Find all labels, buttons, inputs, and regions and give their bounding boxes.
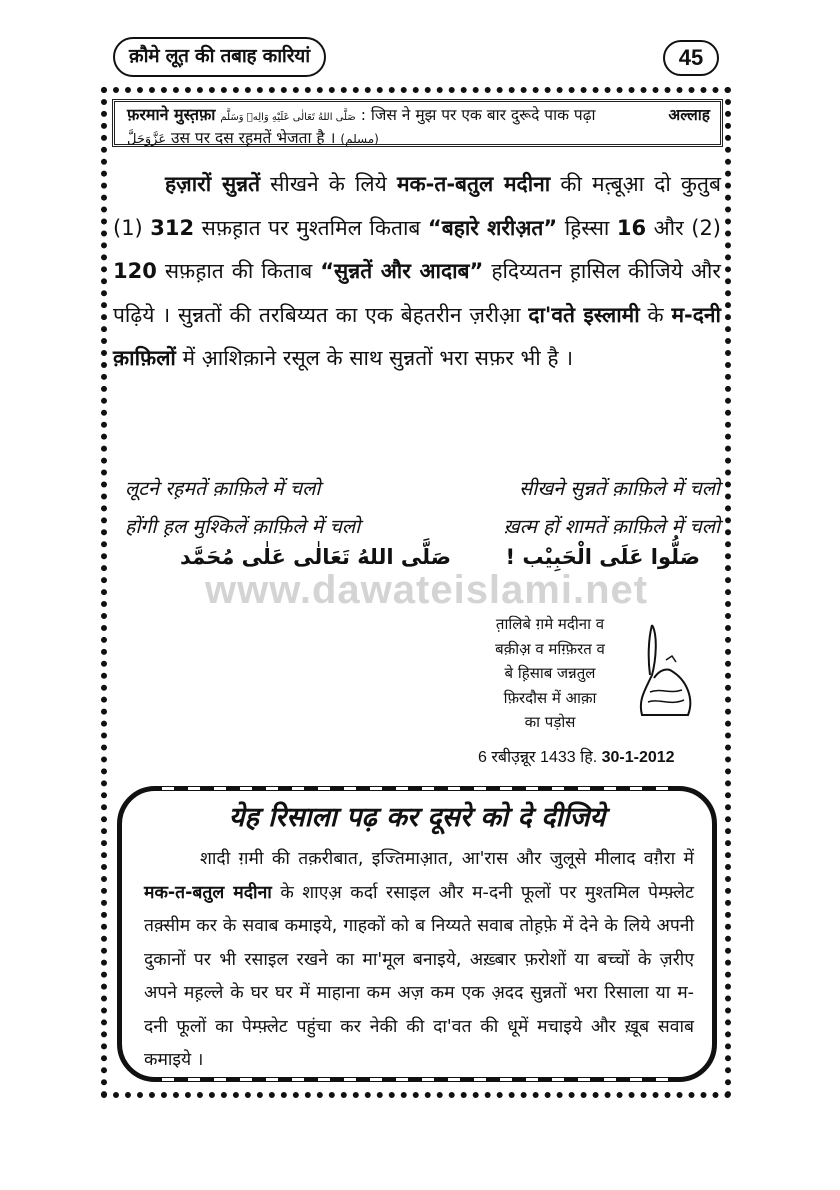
durood-left: صَلَّى اللهُ تَعَالٰى عَلٰى مُحَمَّد: [180, 545, 452, 569]
azza-wajal: عَزَّوَجَلَّ: [127, 132, 167, 147]
poem-verse: होंगी ह़ल मुश्किलें क़ाफ़िले में चलो: [125, 515, 361, 538]
book-title-sunnaten-aur-adab: “सुन्नतें और आदाब”: [320, 259, 484, 283]
date-gregorian: 30-1-2012: [601, 749, 675, 766]
notice-title: येह रिसाला पढ़ कर दूसरे को दे दीजिये: [228, 802, 606, 833]
text-bold: 120: [113, 259, 157, 283]
text: सफ़ह़ात पर मुश्तमिल किताब: [194, 215, 428, 240]
text: और (2): [646, 215, 721, 240]
poem-verse: ख़त्म हों शामतें क़ाफ़िले में चलो: [503, 515, 720, 538]
text-bold: मक-त-बतुल मदीना: [144, 882, 272, 903]
text-bold: म-दनी क़ाफ़िलों: [113, 302, 721, 370]
hadith-text-1: : जिस ने मुझ पर एक बार दुरूदे पाक पढ़ा: [360, 106, 596, 124]
durood-line: [180, 545, 700, 569]
poem-line: [125, 508, 720, 546]
text-bold: हज़ारों सुन्नतें: [165, 172, 261, 196]
signature-line: का पड़ोस: [524, 713, 576, 731]
poem: [125, 470, 720, 546]
hadith-text-2: उस पर दस रह़मतें भेजता है ।: [171, 129, 336, 147]
text: सफ़ह़ात की किताब: [156, 259, 321, 283]
salutation-arabic: صَلَّى اللهُ تَعَالٰى عَلَيْهِ وَالِهٖ وَسَلَّم: [220, 112, 356, 123]
signature-line: फ़िरदौस में आक़ा: [503, 688, 597, 707]
text-bold: मक-त-बतुल मदीना: [396, 172, 551, 196]
book-title-badge: क़ौमे लूत़ की तबाह कारियां: [113, 37, 326, 77]
text: के शाएअ़ कर्दा रसाइल और म-दनी फूलों पर मुश्तमिल पेम्फ़्लेट तक़्सीम कर के सवाब कमाइये, गाहकों को ब निय्यते सवाब तोह़फ़े में देने के लिये अपनी दुकानों पर भी रसाइल रखने का मा'मूल बनाइये, अख़्बार फ़रोशों या बच्चों के ज़रीए अपने मह़ल्ले के घर घर में माहाना कम अज़ कम एक अ़दद सुन्नतों भरा रिसाला या म-दनी फूलों का पेम्फ़्लेट पहुंचा कर नेकी की दा'वत की धूमें मचाइये और ख़ूब सवाब कमाइये ।: [144, 882, 694, 1070]
signature-line: त़ालिबे ग़मे मदीना व: [495, 615, 605, 633]
hadith-box: [112, 99, 723, 147]
signature-line: बक़ीअ़ व मग़्फ़िरत व: [495, 639, 605, 658]
watermark: www.dawateislami.net: [205, 568, 649, 612]
main-paragraph: [113, 163, 721, 381]
text: शादी ग़मी की तक़रीबात, इज्तिमाआ़त, आ'रास और जुलूसे मीलाद वग़ैरा में: [200, 849, 694, 869]
poem-line: [125, 470, 720, 508]
text: के: [639, 302, 672, 327]
poem-verse: लूटने रह़मतें क़ाफ़िले में चलो: [125, 477, 321, 500]
signature-line: बे ह़िसाब जन्नतुल: [504, 664, 596, 682]
text: हदिय्यतन ह़ासिल कीजिये और पढ़िये । सुन्नतों की तरबिय्यत का एक बेहतरीन ज़रीआ़: [113, 259, 721, 327]
calligraphy-seal-icon: [630, 620, 700, 730]
book-title-bahare-shariat: “बहारे शरीअ़त”: [427, 215, 558, 240]
text: ह़िस्सा: [557, 215, 617, 240]
page-number: 45: [663, 40, 719, 76]
signature-date: [478, 745, 675, 767]
text: सीखने के लिये: [260, 172, 397, 196]
date-hijri: 6 रबीउ़न्नूर 1433 हि.: [478, 749, 598, 766]
text-bold: 312: [150, 215, 195, 240]
text-bold: 16: [616, 215, 647, 240]
hadith-source: (مسلم): [340, 132, 379, 146]
notice-box: [117, 786, 717, 1082]
notice-body: [144, 843, 694, 1078]
poem-verse: सीखने सुन्नतें क़ाफ़िले में चलो: [519, 477, 720, 500]
allah-word: अल्लाह: [668, 105, 710, 124]
text-bold: दा'वते इस्लामी: [528, 302, 640, 327]
text: में आ़शिक़ाने रसूल के साथ सुन्नतों भरा सफ़र भी है ।: [175, 346, 574, 370]
signature-block: [455, 612, 645, 735]
text: की मत़्बूआ़ दो कुतुब (1): [113, 172, 722, 240]
hadith-label: फ़रमाने मुस्त़फ़ा: [127, 105, 216, 124]
durood-right: صَلُّوا عَلَى الْحَبِيْب !: [505, 545, 700, 569]
